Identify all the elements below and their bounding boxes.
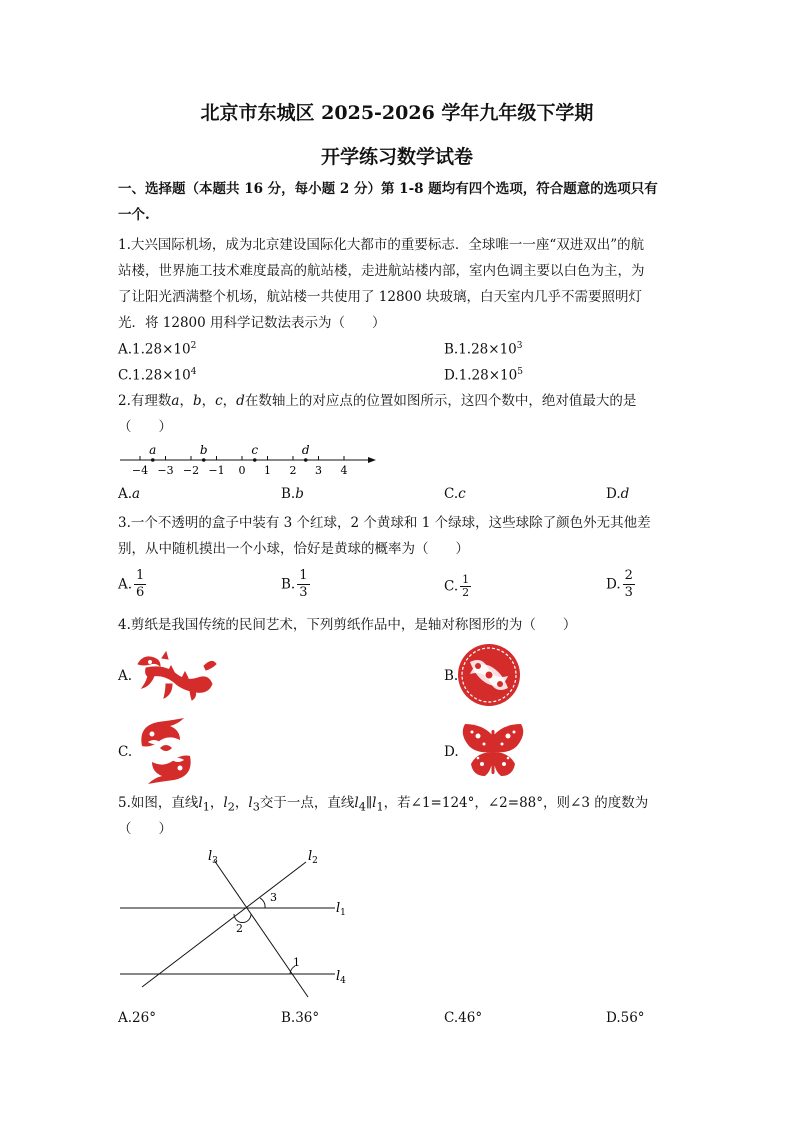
round-fish-papercut-image[interactable]	[456, 642, 522, 708]
q4-stem-line1: 4.剪纸是我国传统的民间艺术，下列剪纸作品中，是轴对称图形的为（ ）	[118, 617, 577, 633]
label-l3: $l_3$	[208, 849, 218, 866]
q1-stem-line1: 1.大兴国际机场，成为北京建设国际化大都市的重要标志．全球唯一一座“双进双出”的航	[118, 237, 645, 253]
label-l2: $l_2$	[308, 849, 318, 866]
dragon-papercut-image[interactable]	[132, 650, 218, 702]
number-line-point-label: d	[301, 443, 310, 457]
q1-stem-line4: 光．将 12800 用科学记数法表示为（ ）	[118, 315, 386, 331]
q4-option-c-label[interactable]: C.	[118, 744, 133, 760]
q2-option-a[interactable]: A.a	[118, 486, 141, 502]
q5-option-c[interactable]: C.46°	[444, 1010, 483, 1026]
intersecting-lines-figure	[110, 842, 360, 1002]
q3-option-b[interactable]: B. $\frac{1}{3}$	[281, 568, 308, 600]
q3-option-c[interactable]: C. $\frac{1}{2}$	[444, 573, 470, 599]
label-l1: $l_1$	[336, 901, 346, 918]
number-line-tick-label: −1	[208, 464, 225, 477]
angle-3-label: 3	[270, 891, 277, 904]
q3-option-a[interactable]: A. $\frac{1}{6}$	[118, 568, 145, 600]
number-line-tick-label: 2	[289, 464, 297, 477]
q3-stem-line2: 别，从中随机摸出一个小球，恰好是黄球的概率为（ ）	[118, 541, 469, 557]
q3-option-d[interactable]: D. $\frac{2}{3}$	[606, 568, 633, 600]
number-line-point-label: c	[251, 443, 259, 457]
q1-option-d[interactable]: $D.1.28\times 10^5$	[444, 367, 523, 384]
q1-stem-line3: 了让阳光洒满整个机场，航站楼一共使用了 12800 块玻璃，白天室内几乎不需要照明灯	[118, 289, 643, 305]
fish-pair-papercut-image[interactable]	[132, 716, 200, 786]
q2-stem-line1: 2.有理数a，b，c，d在数轴上的对应点的位置如图所示，这四个数中，绝对值最大的是	[118, 393, 637, 409]
q4-option-a-label[interactable]: A.	[118, 668, 133, 684]
number-line-tick-label: −4	[131, 464, 149, 477]
q1-stem-line2: 站楼，世界施工技术难度最高的航站楼，走进航站楼内部，室内色调主要以白色为主，为	[118, 263, 645, 279]
number-line-point	[304, 458, 308, 462]
number-line-point-label: b	[199, 443, 208, 457]
number-line-point	[202, 458, 206, 462]
q2-option-c[interactable]: C.c	[444, 486, 466, 502]
line-l2	[142, 862, 306, 987]
q3-stem-line1: 3.一个不透明的盒子中装有 3 个红球，2 个黄球和 1 个绿球，这些球除了颜色外无其他差	[118, 515, 651, 531]
exam-title-line1: 北京市东城区 2025-2026 学年九年级下学期	[200, 102, 594, 124]
angle-1-label: 1	[293, 956, 300, 969]
section1-heading: 一、选择题（本题共 16 分，每小题 2 分）第 1-8 题均有四个选项，符合题意的选项只有	[118, 181, 658, 197]
number-line-tick-label: −3	[157, 464, 174, 477]
q1-option-a[interactable]: $A.1.28\times 10^2$	[118, 341, 197, 358]
q2-stem-line2: （ ）	[118, 419, 172, 435]
q5-stem-line2: （ ）	[118, 821, 172, 837]
q1-option-c[interactable]: $C.1.28\times 10^4$	[118, 367, 197, 384]
number-line-tick-label: −2	[182, 464, 200, 477]
q4-option-b-label[interactable]: B.	[444, 668, 459, 684]
label-l4: $l_4$	[336, 969, 346, 986]
q5-stem-line1: 5.如图，直线$l_1$，$l_2$，$l_3$交于一点，直线$l_4\parallel l_1$，若∠1=124°，∠2=88°，则∠3 的度数为	[118, 795, 649, 814]
q2-option-b[interactable]: B.b	[281, 486, 304, 502]
line-l3	[214, 860, 308, 997]
exam-title-line2: 开学练习数学试卷	[320, 146, 473, 168]
number-line-point	[253, 458, 257, 462]
q4-option-d-label[interactable]: D.	[444, 744, 459, 760]
number-line-tick-label: 4	[340, 464, 348, 477]
angle-2-label: 2	[236, 922, 243, 935]
q5-option-a[interactable]: A.26°	[118, 1010, 156, 1026]
q2-option-d[interactable]: D.d	[606, 486, 630, 502]
number-line-point-label: a	[149, 443, 157, 457]
number-line-tick-label: 3	[315, 464, 322, 477]
section1-heading-cont: 一个.	[118, 207, 150, 223]
q5-option-d[interactable]: D.56°	[606, 1010, 645, 1026]
q5-option-b[interactable]: B.36°	[281, 1010, 320, 1026]
number-line-tick-label: 0	[238, 464, 246, 477]
number-line-figure	[118, 442, 382, 478]
butterfly-papercut-image[interactable]	[458, 722, 528, 780]
number-line-tick-label: 1	[264, 464, 271, 477]
number-line-point	[151, 458, 155, 462]
q1-option-b[interactable]: $B.1.28\times 10^3$	[444, 341, 523, 358]
